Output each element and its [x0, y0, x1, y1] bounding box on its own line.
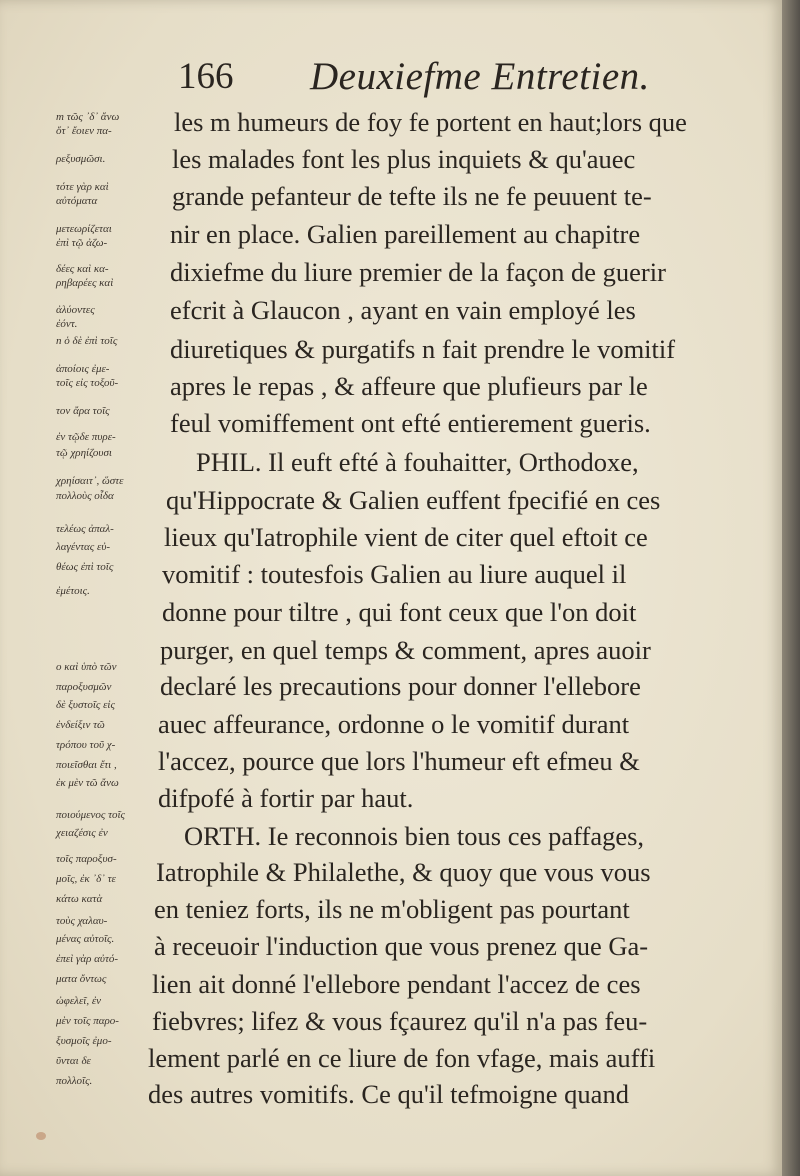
text-line: les m humeurs de foy fe portent en haut;lors que: [174, 107, 687, 137]
text-line: les malades font les plus inquiets & qu'auec: [172, 144, 636, 174]
note-line: ἐπὶ τῷ ἀζω-: [56, 237, 108, 249]
text-line: des autres vomitifs. Ce qu'il tefmoigne quand: [148, 1079, 629, 1109]
text-line: auec affeurance, ordonne o le vomitif durant: [158, 709, 630, 739]
text-line: qu'Hippocrate & Galien euffent fpecifié en ces: [166, 485, 661, 515]
text-line: ORTH. Ie reconnois bien tous ces paffages,: [184, 821, 645, 851]
text-line: efcrit à Glaucon , ayant en vain employé les: [170, 295, 636, 325]
note-line: μένας αὐτοῖς.: [56, 933, 115, 945]
note-line: τον ἄρα τοῖς: [56, 405, 110, 417]
running-title: Deuxiefme Entretien.: [310, 55, 650, 98]
text-line: fiebvres; lifez & vous fçaurez qu'il n'a pas feu-: [152, 1006, 648, 1036]
note-line: ὠφελεῖ, ἐν: [56, 995, 102, 1007]
note-line: τελέως ἀπαλ-: [56, 523, 114, 535]
text-line: lieux qu'Iatrophile vient de citer quel eftoit ce: [164, 522, 648, 552]
note-line: μετεωρίζεται: [56, 223, 112, 235]
note-line: n ὁ δὲ ἐπὶ τοῖς: [56, 335, 118, 347]
text-line: feul vomiffement ont efté entierement gueris.: [170, 408, 651, 438]
note-line: αὐτόματα: [56, 195, 98, 207]
text-line: dixiefme du liure premier de la façon de guerir: [170, 257, 666, 287]
note-line: ἐνδείξιν τῶ: [56, 719, 105, 731]
note-line: μοῖς, ἐκ ᾽δ᾽ τε: [56, 873, 116, 885]
note-line: ἀλύοντες: [56, 304, 95, 316]
text-line: lement parlé en ce liure de fon vfage, mais auffi: [148, 1043, 656, 1073]
note-line: χειαζέσις ἐν: [56, 827, 108, 839]
note-line: ματα ὄντως: [56, 973, 107, 985]
note-line: ἀποίοις ἐμε-: [56, 363, 110, 375]
note-line: ὅτ᾽ ἔοιεν πα-: [56, 125, 112, 137]
note-line: ἐπεὶ γὰρ αὐτό-: [56, 953, 119, 965]
note-line: λαγέντας εὐ-: [56, 541, 111, 553]
note-line: ἐν τῷδε πυρε-: [56, 431, 116, 443]
note-line: τρόπου τοῦ χ-: [56, 739, 116, 751]
note-line: παροξυσμῶν: [56, 681, 112, 693]
ink-smudge: [36, 1132, 46, 1140]
text-line: à receuoir l'induction que vous prenez que Ga-: [154, 931, 649, 961]
note-line: τῷ χρηίζουσι: [56, 447, 112, 459]
text-line: declaré les precautions pour donner l'ellebore: [160, 671, 641, 701]
text-line: grande pefanteur de tefte ils ne fe peuuent te-: [172, 181, 652, 211]
text-line: diuretiques & purgatifs n fait prendre le vomitif: [170, 334, 676, 364]
book-fore-edge: [782, 0, 800, 1176]
note-line: χρηίσαιτ᾽, ὥστε: [56, 475, 124, 487]
note-line: ποιούμενος τοῖς: [56, 809, 126, 821]
note-line: πολλοῖς.: [56, 1075, 93, 1087]
note-line: o καὶ ὑπὸ τῶν: [56, 661, 117, 673]
note-line: θέως ἐπὶ τοῖς: [56, 561, 114, 573]
text-line: purger, en quel temps & comment, apres auoir: [160, 635, 651, 665]
note-line: ἐμέτοις.: [56, 585, 90, 597]
note-line: ποιεῖσθαι ἔτι ,: [56, 759, 117, 771]
text-line: PHIL. Il euft efté à fouhaitter, Orthodoxe,: [196, 447, 639, 477]
text-line: lien ait donné l'ellebore pendant l'accez de ces: [152, 969, 641, 999]
note-line: τοῖς εἰς τοξοῦ-: [56, 377, 119, 389]
note-line: m τῶς ᾽δ᾽ ἄνω: [56, 111, 120, 123]
text-line: donne pour tiltre , qui font ceux que l'on doit: [162, 597, 637, 627]
note-line: τότε γὰρ καὶ: [56, 181, 109, 193]
note-line: πολλοὺς οἶδα: [56, 490, 114, 502]
text-line: apres le repas , & affeure que plufieurs par le: [170, 371, 648, 401]
page-number: 166: [178, 56, 234, 97]
note-line: μὲν τοῖς παρο-: [56, 1015, 119, 1027]
note-line: δέες καὶ κα-: [56, 263, 109, 275]
note-line: κάτω κατὰ: [56, 893, 103, 905]
note-line: δὲ ξυστοῖς εἰς: [56, 699, 115, 711]
note-line: ρηβαρέες καὶ: [56, 277, 114, 289]
text-line: nir en place. Galien pareillement au chapitre: [170, 219, 641, 249]
note-line: ξυσμοῖς ἐμο-: [56, 1035, 112, 1047]
note-line: τοὺς χαλαυ-: [56, 915, 108, 927]
text-line: difpofé à fortir par haut.: [158, 783, 414, 813]
note-line: τοῖς παροξυσ-: [56, 853, 117, 865]
text-line: vomitif : toutesfois Galien au liure auquel il: [162, 559, 627, 589]
note-line: ἐόντ.: [56, 318, 78, 330]
note-line: ρεξυσμῶσι.: [56, 153, 106, 165]
text-line: en teniez forts, ils ne m'obligent pas pourtant: [154, 894, 630, 924]
text-line: Iatrophile & Philalethe, & quoy que vous vous: [156, 857, 651, 887]
note-line: ἐκ μὲν τῶ ἄνω: [56, 777, 119, 789]
text-line: l'accez, pource que lors l'humeur eft efmeu &: [158, 746, 640, 776]
note-line: ῦνται δε: [56, 1055, 91, 1067]
